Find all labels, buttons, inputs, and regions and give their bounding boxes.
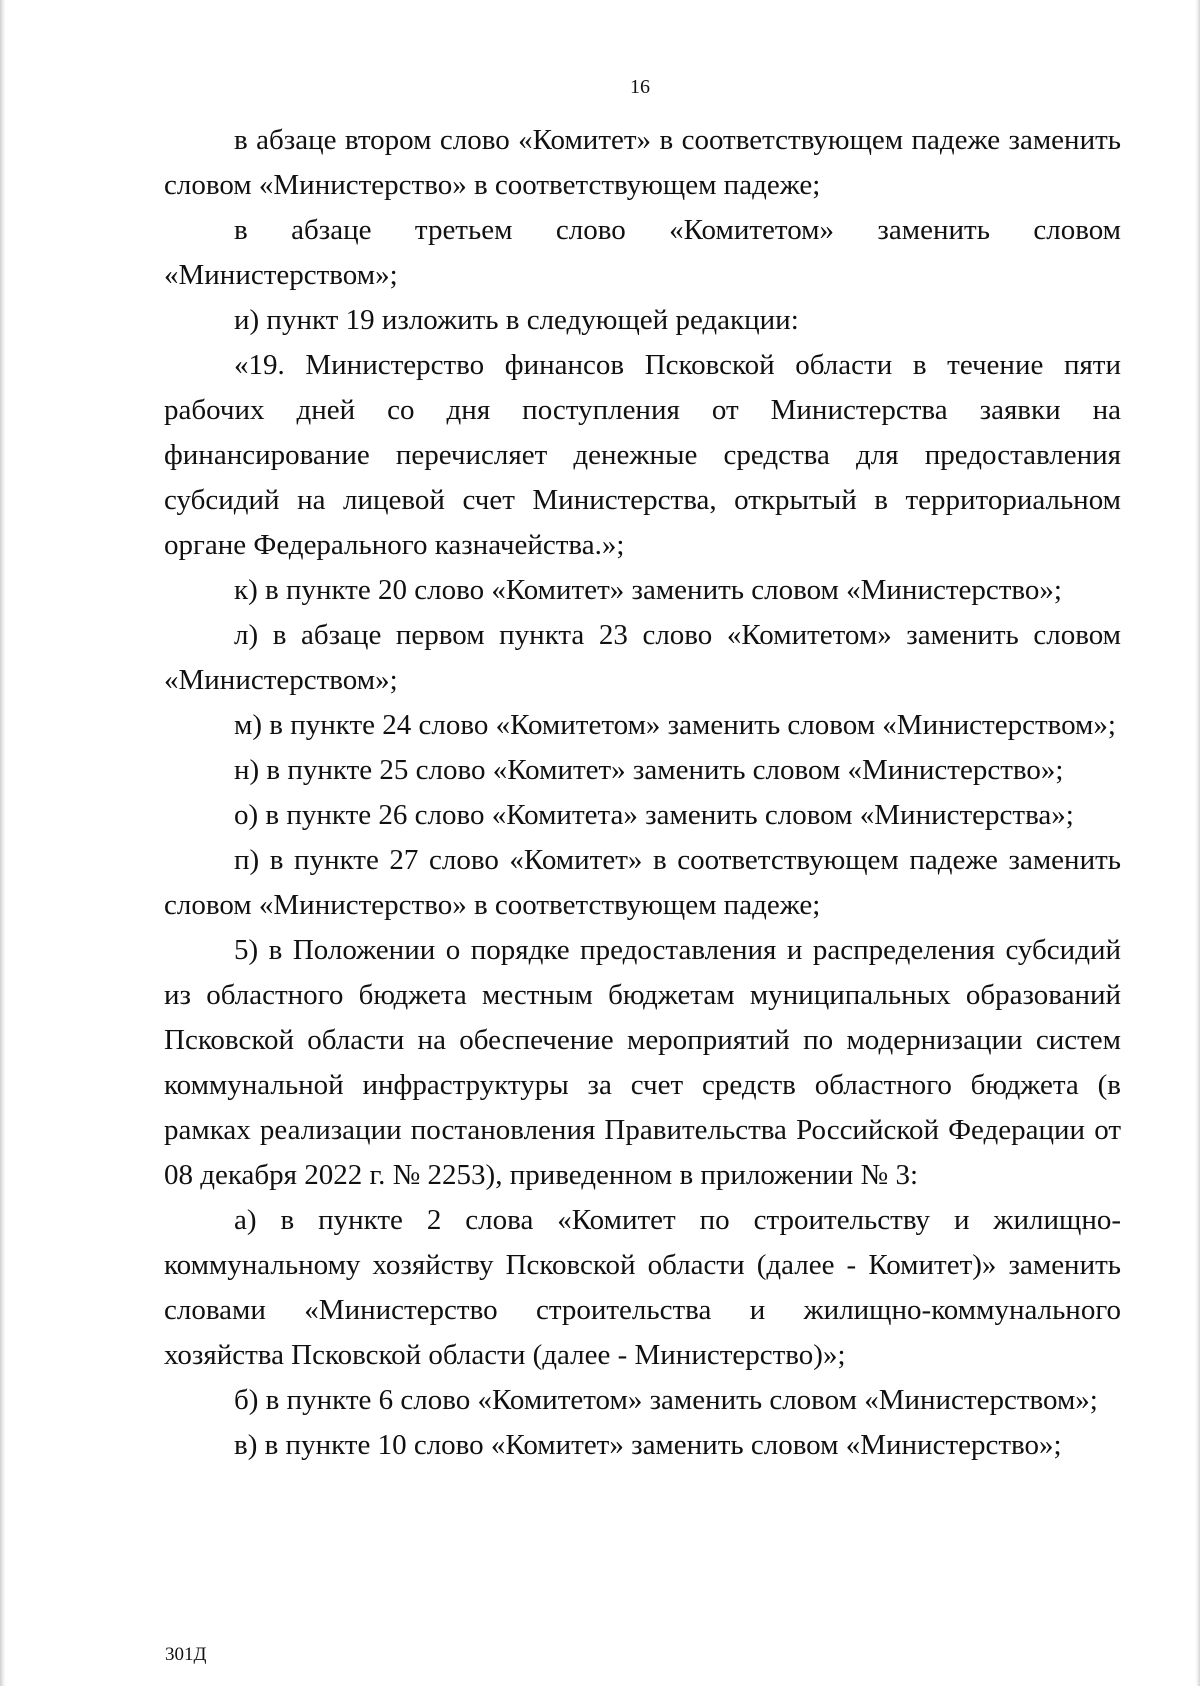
paragraph-item-i: и) пункт 19 изложить в следующей редакции: <box>234 304 799 336</box>
paragraph-item-v: в) в пункте 10 слово «Комитет» заменить словом «Министерство»; <box>234 1429 1062 1461</box>
document-body <box>164 118 1121 1468</box>
paragraph-item-a: а) в пункте 2 слова «Комитет по строительству и жилищно-коммунальному хозяйству Псковской области (далее - Комитет)» заменить словами «Министерство строительства и жилищно-коммунального хозяйства Псковской области (далее - Министерство)»; <box>164 1204 1121 1371</box>
paragraph-item-n: н) в пункте 25 слово «Комитет» заменить словом «Министерство»; <box>234 754 1064 786</box>
paragraph-item-b: б) в пункте 6 слово «Комитетом» заменить словом «Министерством»; <box>234 1384 1098 1416</box>
paragraph-item-l: л) в абзаце первом пункта 23 слово «Комитетом» заменить словом «Министерством»; <box>164 619 1121 696</box>
page-number: 16 <box>630 76 650 98</box>
scan-edge-left <box>0 0 6 1686</box>
paragraph-item-k: к) в пункте 20 слово «Комитет» заменить словом «Министерство»; <box>234 574 1062 606</box>
paragraph-item-m: м) в пункте 24 слово «Комитетом» заменить словом «Министерством»; <box>234 709 1116 741</box>
paragraph-item-p: п) в пункте 27 слово «Комитет» в соответствующем падеже заменить словом «Министерство» в соответствующем падеже; <box>164 844 1121 921</box>
scan-edge-right <box>1195 0 1200 1686</box>
paragraph-item-o: о) в пункте 26 слово «Комитета» заменить словом «Министерства»; <box>234 799 1074 831</box>
paragraph-punkt-19-text: «19. Министерство финансов Псковской области в течение пяти рабочих дней со дня поступления от Министерства заявки на финансирование перечисляет денежные средства для предоставления субсидий на лицевой счет Министерства, открытый в территориальном органе Федерального казначейства.»; <box>164 349 1121 561</box>
paragraph-abzac-vtorom: в абзаце втором слово «Комитет» в соответствующем падеже заменить словом «Министерство» в соответствующем падеже; <box>164 124 1121 201</box>
paragraph-item-5: 5) в Положении о порядке предоставления и распределения субсидий из областного бюджета местным бюджетам муниципальных образований Псковской области на обеспечение мероприятий по модернизации систем коммунальной инфраструктуры за счет средств областного бюджета (в рамках реализации постановления Правительства Российской Федерации от 08 декабря 2022 г. № 2253), приведенном в приложении № 3: <box>164 934 1121 1191</box>
footer-code: 301Д <box>165 1644 207 1665</box>
paragraph-abzac-tretem: в абзаце третьем слово «Комитетом» заменить словом «Министерством»; <box>164 214 1121 291</box>
